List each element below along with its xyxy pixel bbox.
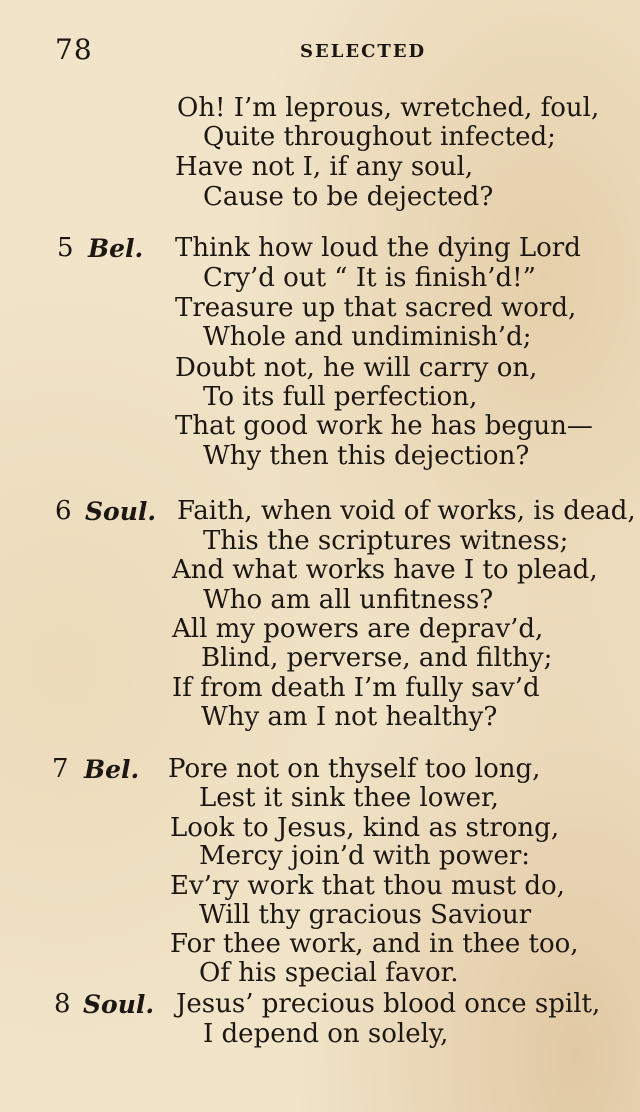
verse-line: Will thy gracious Saviour	[199, 900, 532, 930]
page-number: 78	[55, 33, 93, 66]
stanza-number: 5	[57, 233, 74, 263]
verse-line: Look to Jesus, kind as strong,	[170, 813, 560, 843]
verse-line: I depend on solely,	[203, 1019, 449, 1049]
verse-line: Blind, perverse, and filthy;	[201, 643, 553, 673]
verse-line: If from death I’m fully sav’d	[172, 673, 540, 703]
speaker-label: Bel.	[84, 755, 140, 784]
verse-line: Of his special favor.	[199, 958, 459, 988]
verse-line: Ev’ry work that thou must do,	[170, 871, 565, 901]
stanza-number: 6	[55, 496, 72, 526]
verse-line: Pore not on thyself too long,	[168, 754, 541, 784]
verse-line: Doubt not, he will carry on,	[175, 353, 538, 383]
verse-line: Why am I not healthy?	[201, 702, 498, 732]
stanza-number: 7	[52, 754, 69, 784]
verse-line: Mercy join’d with power:	[199, 841, 531, 871]
verse-line: To its full perfection,	[203, 382, 478, 412]
verse-line: Think how loud the dying Lord	[175, 233, 581, 263]
running-head: SELECTED	[300, 41, 427, 62]
verse-line: Quite throughout infected;	[203, 122, 556, 152]
verse-line: Why then this dejection?	[203, 441, 530, 471]
verse-line: And what works have I to plead,	[172, 555, 598, 585]
verse-line: This the scriptures witness;	[203, 526, 569, 556]
verse-line: Jesus’ precious blood once spilt,	[176, 989, 601, 1019]
verse-line: Have not I, if any soul,	[175, 152, 474, 182]
verse-line: Cause to be dejected?	[203, 182, 494, 212]
verse-line: Cry’d out “ It is finish’d!”	[203, 263, 536, 293]
verse-line: Who am all unfitness?	[203, 585, 494, 615]
verse-line: All my powers are deprav’d,	[172, 614, 544, 644]
verse-line: Treasure up that sacred word,	[175, 293, 577, 323]
speaker-label: Soul.	[85, 497, 157, 526]
speaker-label: Bel.	[88, 234, 144, 263]
verse-line: Lest it sink thee lower,	[199, 783, 499, 813]
verse-line: That good work he has begun—	[175, 411, 593, 441]
verse-line: For thee work, and in thee too,	[170, 929, 579, 959]
speaker-label: Soul.	[83, 990, 155, 1019]
stanza-number: 8	[54, 989, 71, 1019]
verse-line: Whole and undiminish’d;	[203, 322, 532, 352]
verse-line: Faith, when void of works, is dead,	[177, 496, 636, 526]
verse-line: Oh! I’m leprous, wretched, foul,	[177, 93, 600, 123]
